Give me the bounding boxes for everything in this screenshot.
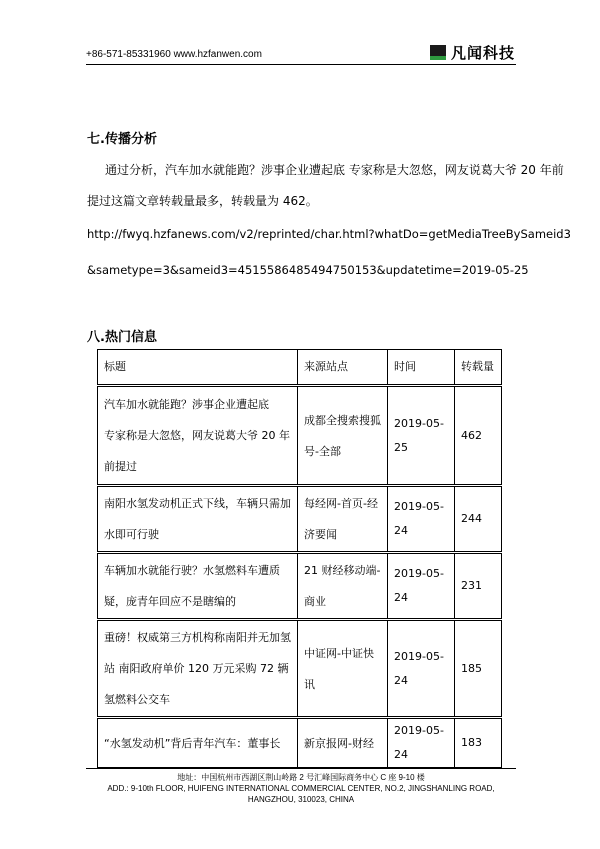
cell-title-line: 水即可行驶 (104, 528, 159, 541)
section-title-spread-analysis: 七.传播分析 (87, 132, 157, 147)
footer-address-en-2: HANGZHOU, 310023, CHINA (247, 795, 355, 804)
column-header: 标题 (98, 350, 298, 386)
cell-title (98, 718, 298, 768)
cell-count: 185 (454, 620, 501, 718)
cell-title (98, 620, 298, 718)
header-contact: +86-571-85331960 www.hzfanwen.com (86, 49, 262, 60)
cell-title-line: 氢燃料公交车 (104, 693, 170, 706)
cell-title (98, 386, 298, 486)
cell-title-line: 专家称是大忽悠，网友说葛大爷 20 年 (104, 429, 290, 442)
cell-source (298, 553, 388, 620)
cell-source (298, 718, 388, 768)
cell-source-line: 济要闻 (304, 528, 337, 541)
cell-title-line: 重磅！权威第三方机构称南阳并无加氢 (104, 631, 291, 644)
column-header: 时间 (388, 350, 455, 386)
cell-title-line: “水氢发动机”背后青年汽车：董事长 (104, 736, 281, 750)
cell-count: 183 (454, 718, 501, 768)
cell-title (98, 553, 298, 620)
hot-info-table (97, 349, 502, 768)
cell-source (298, 386, 388, 486)
table-row (98, 386, 502, 486)
cell-source-line: 新京报网-财经 (304, 736, 374, 750)
cell-source-line: 中证网-中证快 (304, 646, 374, 660)
article-link-line-1[interactable]: http://fwyq.hzfanews.com/v2/reprinted/char.html?whatDo=getMediaTreeBySameid3 (87, 227, 571, 241)
footer-address-en-1: ADD.: 9-10th FLOOR, HUIFENG INTERNATIONAL COMMERCIAL CENTER, NO.2, JINGSHANLING ROAD, (107, 784, 495, 793)
cell-title-line: 南阳水氢发动机正式下线，车辆只需加 (104, 497, 291, 510)
table-row (98, 718, 502, 768)
cell-source (298, 486, 388, 553)
cell-title-line: 汽车加水就能跑？涉事企业遭起底 (104, 398, 269, 411)
column-header: 转载量 (454, 350, 501, 386)
cell-source-line: 21 财经移动端- (304, 564, 381, 577)
header-divider (86, 64, 516, 65)
footer-divider (86, 768, 516, 769)
cell-title-line: 前提过 (104, 460, 137, 473)
cell-source-line: 每经网-首页-经 (304, 497, 378, 510)
paragraph-line-1: 通过分析，汽车加水就能跑？涉事企业遭起底 专家称是大忽悠，网友说葛大爷 20 年前 (105, 163, 564, 177)
article-link-line-2[interactable]: &sametype=3&sameid3=4515586485494750153&updatetime=2019-05-25 (87, 263, 529, 277)
table-row (98, 553, 502, 620)
cell-source-line: 商业 (304, 595, 326, 608)
cell-title-line: 疑，庞青年回应不是瞎编的 (104, 595, 236, 608)
company-logo (430, 42, 515, 63)
cell-time: 2019-05-24 (388, 718, 455, 768)
cell-time: 2019-05-24 (388, 553, 455, 620)
cell-source-line: 号-全部 (304, 444, 341, 458)
cell-time: 2019-05-24 (388, 486, 455, 553)
cell-title-line: 站 南阳政府单价 120 万元采购 72 辆 (104, 662, 289, 675)
table-header-row (98, 350, 502, 386)
column-header: 来源站点 (298, 350, 388, 386)
cell-time: 2019-05-24 (388, 620, 455, 718)
cell-source (298, 620, 388, 718)
cell-title-line: 车辆加水就能行驶？水氢燃料车遭质 (104, 564, 280, 577)
cell-count: 231 (454, 553, 501, 620)
table-row (98, 620, 502, 718)
footer-address-cn: 地址：中国杭州市西湖区荆山岭路 2 号汇峰国际商务中心 C 座 9-10 楼 (177, 773, 425, 782)
logo-icon (430, 45, 446, 60)
cell-time: 2019-05-25 (388, 386, 455, 486)
paragraph-line-2: 提过这篇文章转载量最多，转载量为 462。 (87, 194, 318, 208)
section-title-hot-info: 八.热门信息 (87, 330, 157, 345)
cell-count: 244 (454, 486, 501, 553)
cell-source-line: 讯 (304, 677, 315, 691)
cell-count: 462 (454, 386, 501, 486)
table-row (98, 486, 502, 553)
logo-text: 凡闻科技 (451, 44, 516, 62)
cell-source-line: 成都全搜索搜狐 (304, 413, 381, 427)
cell-title (98, 486, 298, 553)
